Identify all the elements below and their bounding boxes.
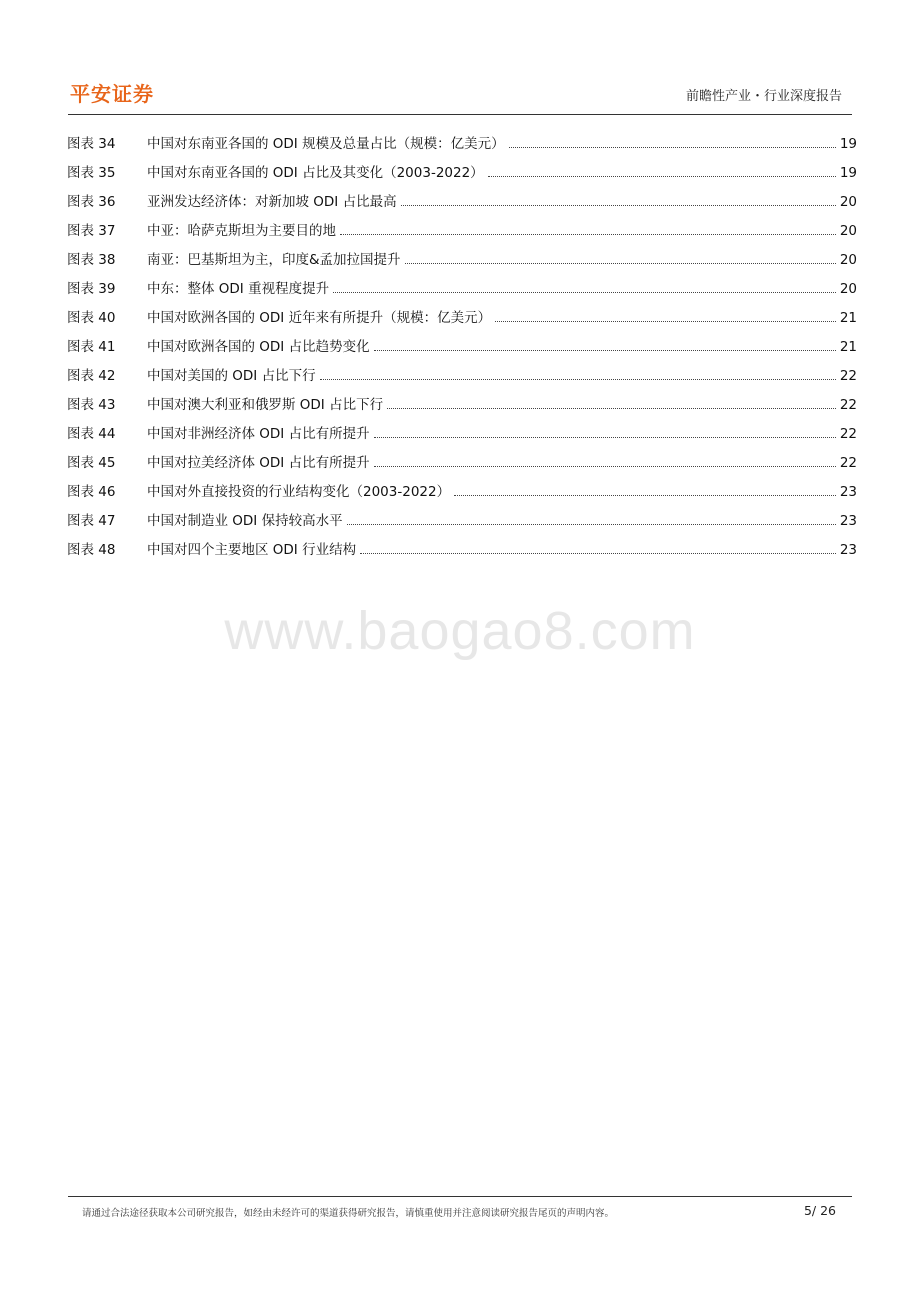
- toc-entry-label: 图表 39: [67, 281, 116, 297]
- toc-entry-title: 中亚：哈萨克斯坦为主要目的地: [147, 223, 336, 239]
- toc-entry[interactable]: [67, 536, 857, 565]
- toc-entry-title: 中东：整体 ODI 重视程度提升: [147, 281, 330, 297]
- toc-entry-title: 中国对欧洲各国的 ODI 近年来有所提升（规模：亿美元）: [147, 310, 492, 326]
- toc-leader-dots: [374, 437, 836, 438]
- toc-entry-label: 图表 43: [67, 397, 116, 413]
- page-header: [68, 76, 852, 115]
- toc-entry-label: 图表 41: [67, 339, 116, 355]
- toc-leader-dots: [495, 321, 836, 322]
- toc-leader-dots: [320, 379, 836, 380]
- toc-entry-label: 图表 44: [67, 426, 116, 442]
- toc-leader-dots: [401, 205, 836, 206]
- figure-list: [67, 130, 857, 565]
- toc-entry-title: 南亚：巴基斯坦为主，印度&孟加拉国提升: [147, 252, 401, 268]
- toc-entry-page: 21: [839, 310, 857, 326]
- toc-entry[interactable]: [67, 362, 857, 391]
- toc-entry[interactable]: [67, 130, 857, 159]
- toc-entry-page: 19: [839, 136, 857, 152]
- toc-entry-page: 23: [839, 542, 857, 558]
- toc-entry-page: 23: [839, 513, 857, 529]
- toc-entry-page: 20: [839, 252, 857, 268]
- toc-entry-label: 图表 34: [67, 136, 116, 152]
- toc-entry-title: 亚洲发达经济体：对新加坡 ODI 占比最高: [147, 194, 397, 210]
- toc-entry[interactable]: [67, 449, 857, 478]
- toc-entry-title: 中国对东南亚各国的 ODI 规模及总量占比（规模：亿美元）: [147, 136, 505, 152]
- footer-disclaimer: 请通过合法途径获取本公司研究报告，如经由未经许可的渠道获得研究报告，请慎重使用并注意阅读研究报告尾页的声明内容。: [82, 1208, 615, 1219]
- toc-leader-dots: [454, 495, 836, 496]
- toc-entry-title: 中国对外直接投资的行业结构变化（2003-2022）: [147, 484, 451, 500]
- toc-leader-dots: [405, 263, 836, 264]
- toc-entry-title: 中国对东南亚各国的 ODI 占比及其变化（2003-2022）: [147, 165, 484, 181]
- watermark: www.baogao8.com: [224, 601, 696, 661]
- toc-entry-page: 19: [839, 165, 857, 181]
- toc-entry[interactable]: [67, 304, 857, 333]
- toc-leader-dots: [347, 524, 836, 525]
- toc-entry-page: 22: [839, 426, 857, 442]
- toc-leader-dots: [333, 292, 836, 293]
- toc-entry-title: 中国对拉美经济体 ODI 占比有所提升: [147, 455, 370, 471]
- toc-entry[interactable]: [67, 246, 857, 275]
- toc-entry-title: 中国对非洲经济体 ODI 占比有所提升: [147, 426, 370, 442]
- toc-entry-page: 22: [839, 455, 857, 471]
- toc-leader-dots: [387, 408, 836, 409]
- toc-entry-label: 图表 42: [67, 368, 116, 384]
- toc-entry-label: 图表 37: [67, 223, 116, 239]
- toc-leader-dots: [340, 234, 836, 235]
- company-logo: 平安证券: [70, 82, 154, 106]
- toc-entry-title: 中国对澳大利亚和俄罗斯 ODI 占比下行: [147, 397, 384, 413]
- toc-entry-title: 中国对制造业 ODI 保持较高水平: [147, 513, 343, 529]
- toc-entry-label: 图表 48: [67, 542, 116, 558]
- toc-entry-page: 21: [839, 339, 857, 355]
- toc-entry-page: 22: [839, 368, 857, 384]
- toc-entry[interactable]: [67, 275, 857, 304]
- toc-entry[interactable]: [67, 217, 857, 246]
- toc-entry-page: 20: [839, 194, 857, 210]
- toc-entry-page: 22: [839, 397, 857, 413]
- toc-entry-label: 图表 45: [67, 455, 116, 471]
- report-type-label: 前瞻性产业・行业深度报告: [685, 89, 842, 104]
- toc-entry[interactable]: [67, 420, 857, 449]
- toc-leader-dots: [509, 147, 836, 148]
- toc-entry-page: 20: [839, 281, 857, 297]
- toc-entry[interactable]: [67, 391, 857, 420]
- page-number: 5/ 26: [803, 1203, 836, 1218]
- toc-entry[interactable]: [67, 333, 857, 362]
- toc-entry[interactable]: [67, 507, 857, 536]
- toc-entry-label: 图表 46: [67, 484, 116, 500]
- toc-entry[interactable]: [67, 478, 857, 507]
- toc-entry-label: 图表 38: [67, 252, 116, 268]
- toc-leader-dots: [488, 176, 836, 177]
- toc-entry-label: 图表 35: [67, 165, 116, 181]
- toc-leader-dots: [374, 466, 836, 467]
- page-footer: [68, 1196, 852, 1227]
- toc-entry-label: 图表 40: [67, 310, 116, 326]
- toc-entry-title: 中国对四个主要地区 ODI 行业结构: [147, 542, 357, 558]
- toc-leader-dots: [360, 553, 836, 554]
- toc-entry-page: 20: [839, 223, 857, 239]
- toc-entry-label: 图表 47: [67, 513, 116, 529]
- toc-entry[interactable]: [67, 159, 857, 188]
- toc-entry-label: 图表 36: [67, 194, 116, 210]
- toc-entry[interactable]: [67, 188, 857, 217]
- toc-entry-page: 23: [839, 484, 857, 500]
- toc-entry-title: 中国对美国的 ODI 占比下行: [147, 368, 316, 384]
- toc-leader-dots: [374, 350, 836, 351]
- toc-entry-title: 中国对欧洲各国的 ODI 占比趋势变化: [147, 339, 370, 355]
